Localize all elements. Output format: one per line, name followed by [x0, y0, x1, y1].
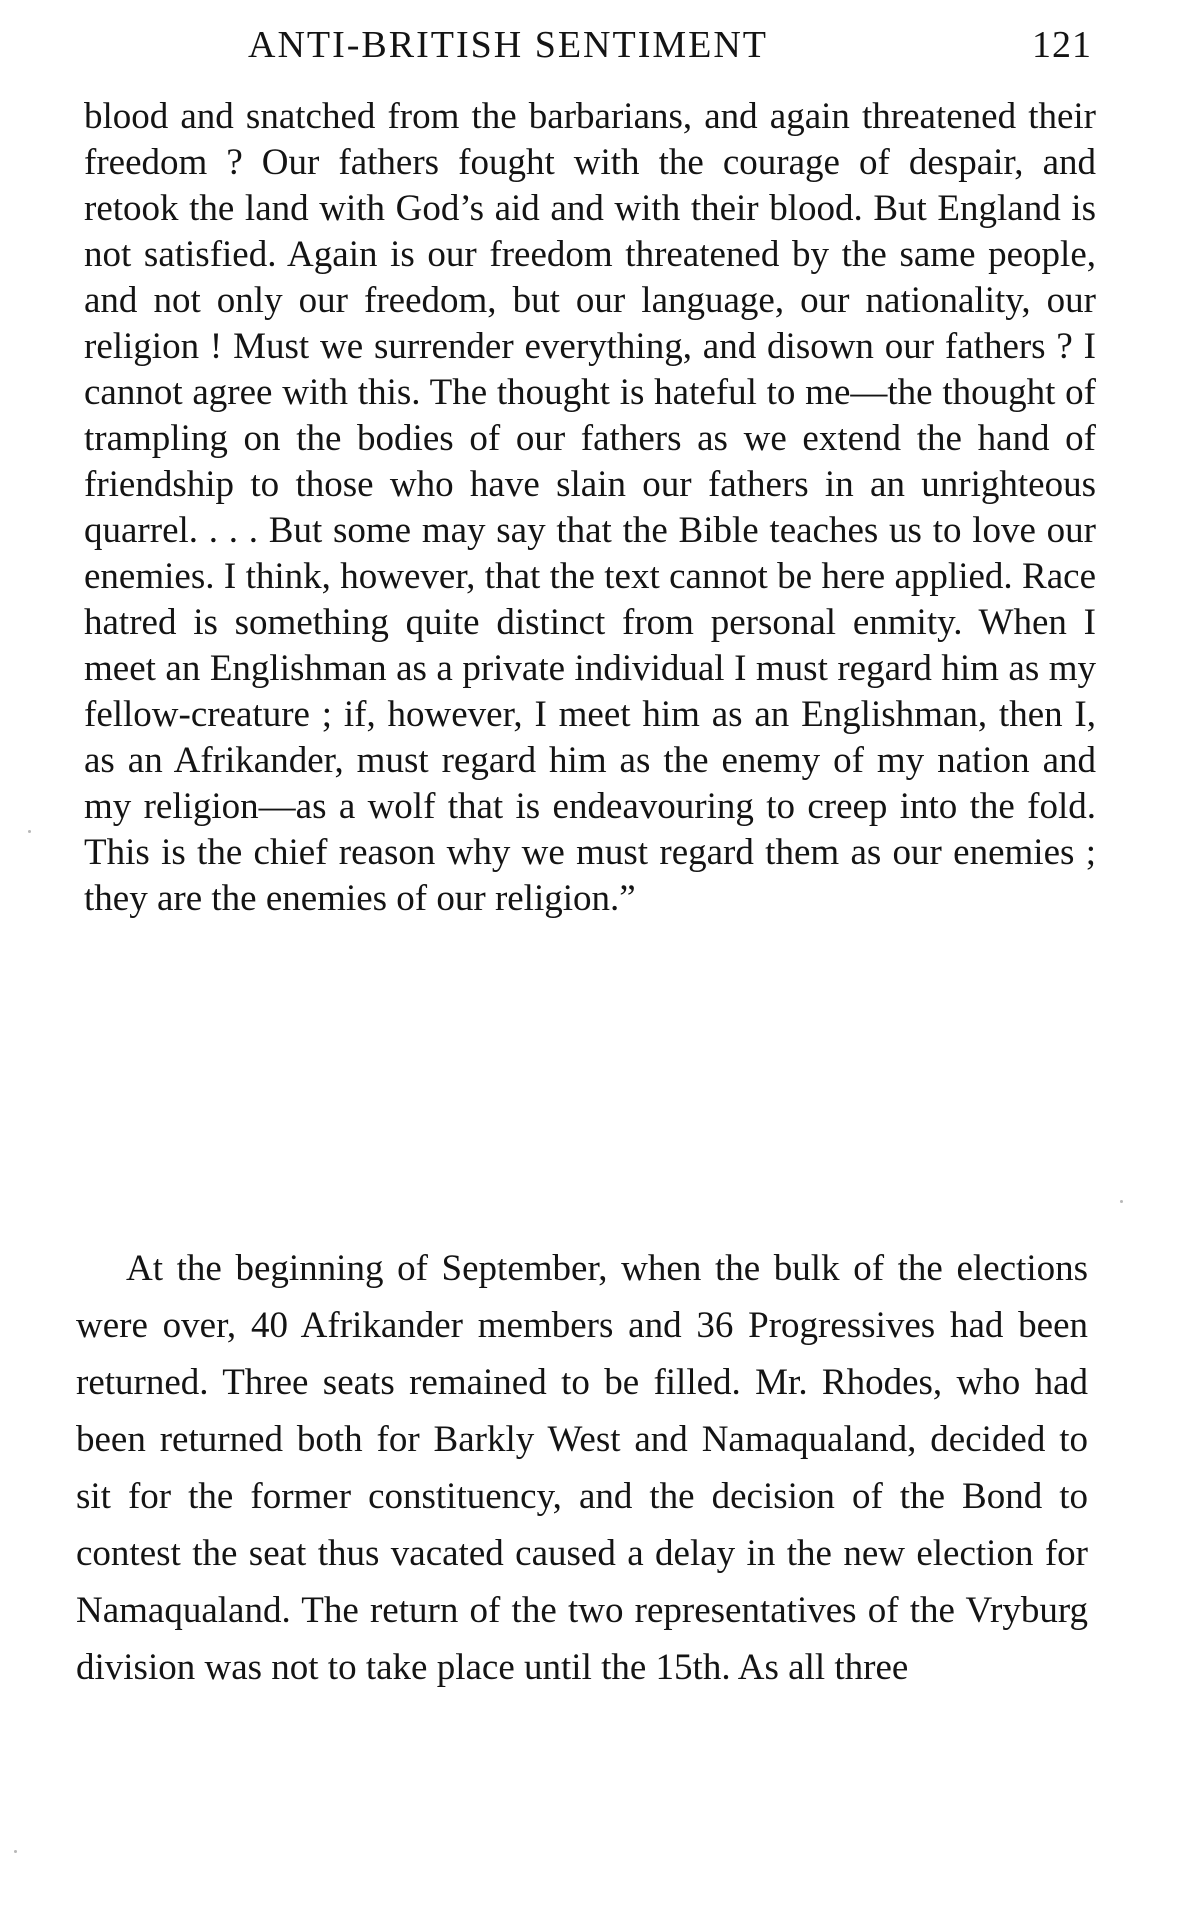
- body-paragraph: At the beginning of September, when the bulk of the elections were over, 40 Afrikander members and 36 Progressives had been returned. Three seats remained to be filled. Mr. Rhodes, who had been returned both for Barkly West and Namaqualand, decided to sit for the former constituency, and the decision of the Bond to contest the seat thus vacated caused a delay in the new election for Namaqualand. The return of the two representatives of the Vryburg division was not to take place until the 15th. As all three: [76, 1248, 1088, 1688]
- page-number: 121: [1032, 24, 1092, 66]
- page-header: [248, 22, 1092, 68]
- paper-speck: [28, 830, 31, 833]
- quoted-passage: [84, 94, 1096, 922]
- paper-speck: [14, 1850, 17, 1853]
- running-title: ANTI-BRITISH SENTIMENT: [248, 24, 769, 66]
- quote-text: blood and snatched from the barbarians, and again threatened their freedom ? Our fathers fought with the courage of despair, and retook the land with God’s aid and with their blood. But England is not satisfied. Again is our freedom threatened by the same people, and not only our freedom, but our language, our nationality, our religion ! Must we surrender everything, and disown our fathers ? I cannot agree with this. The thought is hateful to me—the thought of trampling on the bodies of our fathers as we extend the hand of friendship to those who have slain our fathers in an unrighteous quarrel. . . . But some may say that the Bible teaches us to love our enemies. I think, however, that the text cannot be here applied. Race hatred is something quite distinct from personal enmity. When I meet an Englishman as a private individual I must regard him as my fellow-creature ; if, however, I meet him as an Englishman, then I, as an Afrikander, must regard him as the enemy of my nation and my religion—as a wolf that is endeavouring to creep into the fold. This is the chief reason why we must regard them as our enemies ; they are the enemies of our religion.”: [84, 96, 1096, 919]
- paper-speck: [1120, 1200, 1123, 1203]
- body-text: [76, 1240, 1088, 1696]
